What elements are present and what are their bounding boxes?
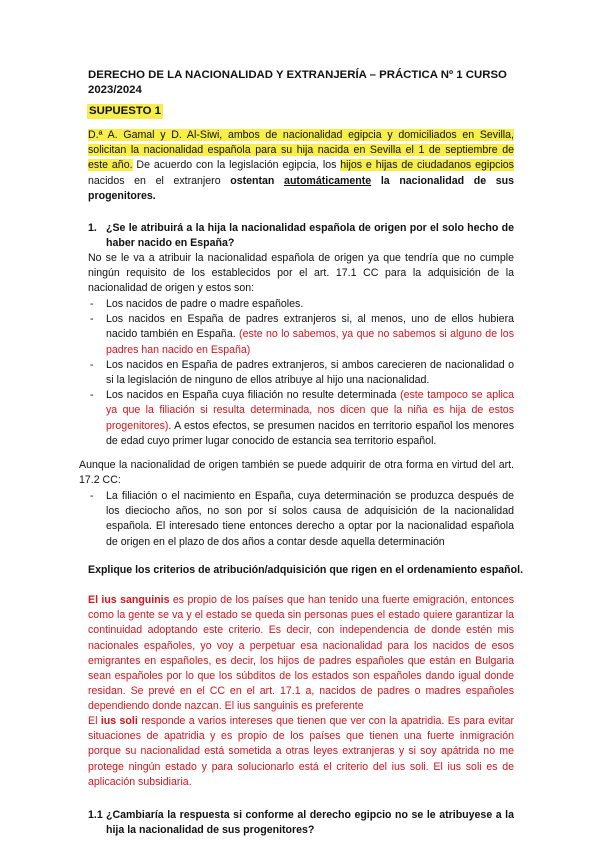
list-item: - La filiación o el nacimiento en España, cuya determinación se produzca después de los dieciocho años, no son por sí solos causa de adquisición de la nacionalidad española. El interesado tiene entonces derecho a optar por la nacionalidad española de origen en el plazo de dos años a contar desde aquella determinación <box>88 489 514 550</box>
section-heading: SUPUESTO 1 <box>89 105 161 117</box>
ius-sanguinis-paragraph <box>88 593 514 715</box>
ius-soli-paragraph: El ius soli responde a varios intereses que tienen que ver con la apatridia. Es para evitar situaciones de apatridia y es propio de los países que tienen una fuerte inmigración porque su nacionalidad está sometida a otras leyes extranjeras y si soy apátrida no me protege ningún estado y para solucionarlo está el criterio del ius soli. El ius soli es de aplicación subsidiaria. <box>88 715 515 788</box>
ius-sanguinis-text: es propio de los países que han tenido una fuerte emigración, entonces como la gente se va y el estado se queda sin personas pues el estado quiere garantizar la continuidad adoptando este criterio. Es decir, con independencia de donde estén mis nacionales españoles, yo voy a perpetuar esa nacionalidad para los nacidos de esos emigrantes en españoles, es decir, los hijos de padres españoles que están en Bulgaria sean españoles por lo que los súbditos de los estados son españoles dando igual donde residan. Se prevé en el CC en el art. 17.1 a, nacidos de padres o madres españoles dependiendo donde nazcan. El ius sanguinis es preferente <box>88 594 514 713</box>
list-item: - Los nacidos en España de padres extranjeros, si ambos carecieren de nacionalidad o si la legislación de ninguno de ellos atribuye al hijo una nacionalidad. <box>88 358 514 388</box>
question-1-number: 1. <box>88 222 97 234</box>
list-item: - Los nacidos en España de padres extranjeros si, al menos, uno de ellos hubiera nacido también en España. (este no lo sabemos, ya que no sabemos si alguno de los padres han nacido en España) <box>88 312 514 358</box>
list-item: - Los nacidos en España cuya filiación no resulte determinada (este tampoco se aplica ya que la filiación si resulta determinada, nos dicen que la niña es hija de estos progenitores). A estos efectos, se presumen nacidos en territorio español los menores de edad cuyo primer lugar conocido de estancia sea territorio español. <box>88 388 514 449</box>
explain-prompt: Explique los criterios de atribución/adquisición que rigen en el ordenamiento español. <box>88 564 524 576</box>
question-1-1 <box>88 808 514 838</box>
answer-1-paragraph: No se le va a atribuir la nacionalidad española de origen ya que tendría que no cumple ningún requisito de los establecidos por el art. 17.1 CC para la adquisición de la nacionalidad de origen y estos son: <box>88 252 514 295</box>
question-1-1-number: 1.1 <box>88 809 103 821</box>
intro-highlight-2: hijos e hijas de ciudadanos egipcios <box>340 159 514 172</box>
intro-bold-1: ostentan <box>230 174 285 187</box>
question-1 <box>88 221 514 251</box>
page-title: DERECHO DE LA NACIONALIDAD Y EXTRANJERÍA – PRÁCTICA Nº 1 CURSO 2023/2024 <box>88 69 507 96</box>
answer-2-list <box>88 489 514 550</box>
ius-soli-text: responde a varios intereses que tienen que ver con la apatridia. Es para evitar situaciones de apatridia y es propio de los países que tienen una fuerte inmigración porque su nacionalidad está sometida a otras leyes extranjeras y si soy apátrida no me protege ningún estado y para solucionarlo está el criterio del ius soli. El ius soli es de aplicación subsidiaria. <box>88 715 515 788</box>
ius-sanguinis-label: El ius sanguinis <box>88 594 170 606</box>
intro-highlight-1: D.ª A. Gamal y D. Al-Siwi, ambos de nacionalidad egipcia y domiciliados en Sevilla, solicitan la nacionalidad española para su hija nacida en Sevilla el 1 de septiembre de este año. <box>88 129 514 172</box>
intro-paragraph <box>88 128 514 204</box>
intro-text-2: nacidos en el extranjero <box>88 174 231 187</box>
ius-soli-label: ius soli <box>100 715 138 727</box>
intro-bold-2: la nacionalidad de sus progenitores. <box>88 174 514 202</box>
answer-1-list <box>88 297 514 449</box>
list-item: - Los nacidos de padre o madre españoles. <box>88 297 514 312</box>
intro-bold-underline: automáticamente <box>284 174 372 187</box>
answer-2-paragraph: Aunque la nacionalidad de origen también se puede adquirir de otra forma en virtud del art. 17.2 CC: <box>79 459 514 487</box>
question-1-1-text: ¿Cambiaría la respuesta si conforme al derecho egipcio no se le atribuyese a la hija la nacionalidad de sus progenitores? <box>106 809 514 837</box>
intro-text-1: De acuerdo con la legislación egipcia, los <box>132 159 341 172</box>
question-1-text: ¿Se le atribuirá a la hija la nacionalidad española de origen por el solo hecho de haber nacido en España? <box>106 222 514 250</box>
